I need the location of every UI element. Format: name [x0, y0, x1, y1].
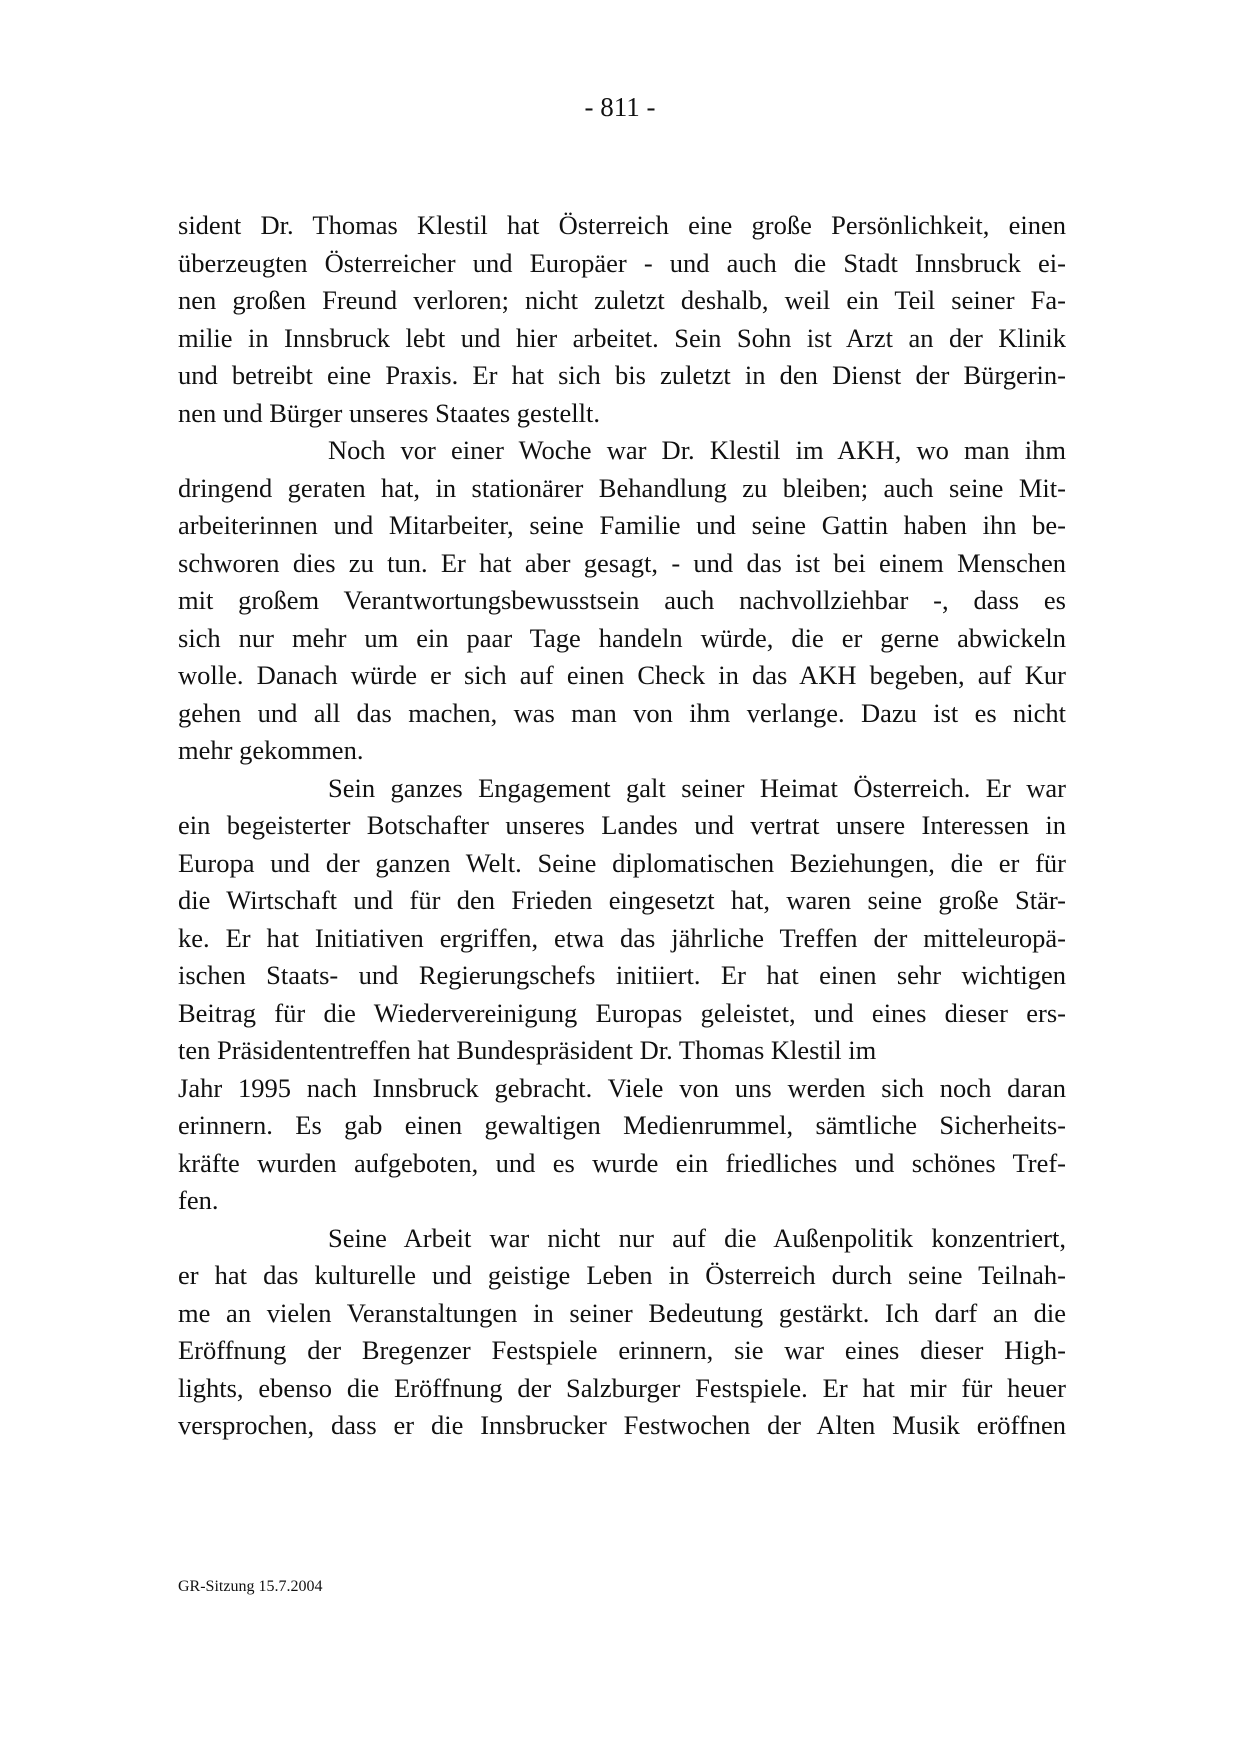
- text-line: sident Dr. Thomas Klestil hat Österreich eine große Persönlichkeit, einen: [178, 210, 1066, 240]
- footer-session-date: GR-Sitzung 15.7.2004: [178, 1578, 323, 1595]
- text-line: versprochen, dass er die Innsbrucker Festwochen der Alten Musik eröffnen: [178, 1410, 1066, 1440]
- text-line: arbeiterinnen und Mitarbeiter, seine Familie und seine Gattin haben ihn be-: [178, 510, 1066, 540]
- text-line: me an vielen Veranstaltungen in seiner Bedeutung gestärkt. Ich darf an die: [178, 1297, 1066, 1328]
- text-line: Beitrag für die Wiedervereinigung Europas geleistet, und eines dieser ers-: [178, 997, 1066, 1028]
- text-line: Jahr 1995 nach Innsbruck gebracht. Viele von uns werden sich noch daran: [178, 1072, 1066, 1103]
- text-line: überzeugten Österreicher und Europäer - und auch die Stadt Innsbruck ei-: [178, 247, 1066, 278]
- text-line: Seine Arbeit war nicht nur auf die Außenpolitik konzentriert,: [328, 1222, 1066, 1253]
- page-number: - 811 -: [584, 92, 656, 122]
- text-line: wolle. Danach würde er sich auf einen Check in das AKH begeben, auf Kur: [178, 660, 1066, 690]
- paragraph: [178, 1220, 1066, 1445]
- text-line: nen großen Freund verloren; nicht zuletzt deshalb, weil ein Teil seiner Fa-: [178, 285, 1066, 315]
- text-line: und betreibt eine Praxis. Er hat sich bis zuletzt in den Dienst der Bürgerin-: [178, 360, 1066, 390]
- text-line: ten Präsidententreffen hat Bundespräsident Dr. Thomas Klestil im: [178, 1035, 877, 1065]
- paragraph: [178, 770, 1066, 1220]
- text-line: sich nur mehr um ein paar Tage handeln würde, die er gerne abwickeln: [178, 622, 1066, 653]
- text-line: fen.: [178, 1185, 219, 1215]
- text-line: Eröffnung der Bregenzer Festspiele erinnern, sie war eines dieser High-: [178, 1335, 1066, 1365]
- text-line: gehen und all das machen, was man von ihm verlange. Dazu ist es nicht: [178, 697, 1066, 728]
- paragraph: [178, 207, 1066, 432]
- text-line: Sein ganzes Engagement galt seiner Heimat Österreich. Er war: [328, 772, 1066, 803]
- text-line: Europa und der ganzen Welt. Seine diplomatischen Beziehungen, die er für: [178, 847, 1066, 878]
- text-line: schworen dies zu tun. Er hat aber gesagt, - und das ist bei einem Menschen: [178, 547, 1066, 578]
- paragraph: [178, 432, 1066, 770]
- text-line: dringend geraten hat, in stationärer Behandlung zu bleiben; auch seine Mit-: [178, 472, 1066, 503]
- body-text: [178, 207, 1066, 1445]
- text-line: ischen Staats- und Regierungschefs initiiert. Er hat einen sehr wichtigen: [178, 960, 1066, 990]
- text-line: erinnern. Es gab einen gewaltigen Medienrummel, sämtliche Sicherheits-: [178, 1110, 1066, 1140]
- text-line: die Wirtschaft und für den Frieden eingesetzt hat, waren seine große Stär-: [178, 885, 1066, 915]
- text-line: milie in Innsbruck lebt und hier arbeitet. Sein Sohn ist Arzt an der Klinik: [178, 322, 1066, 353]
- text-line: Noch vor einer Woche war Dr. Klestil im AKH, wo man ihm: [328, 435, 1066, 465]
- text-line: nen und Bürger unseres Staates gestellt.: [178, 397, 600, 428]
- text-line: ke. Er hat Initiativen ergriffen, etwa das jährliche Treffen der mitteleuropä-: [178, 922, 1066, 953]
- text-line: mit großem Verantwortungsbewusstsein auch nachvollziehbar -, dass es: [178, 585, 1066, 615]
- text-line: kräfte wurden aufgeboten, und es wurde ein friedliches und schönes Tref-: [178, 1147, 1066, 1178]
- text-line: mehr gekommen.: [178, 735, 364, 765]
- text-line: lights, ebenso die Eröffnung der Salzburger Festspiele. Er hat mir für heuer: [178, 1372, 1066, 1403]
- text-line: er hat das kulturelle und geistige Leben in Österreich durch seine Teilnah-: [178, 1260, 1066, 1290]
- text-line: ein begeisterter Botschafter unseres Landes und vertrat unsere Interessen in: [178, 810, 1066, 840]
